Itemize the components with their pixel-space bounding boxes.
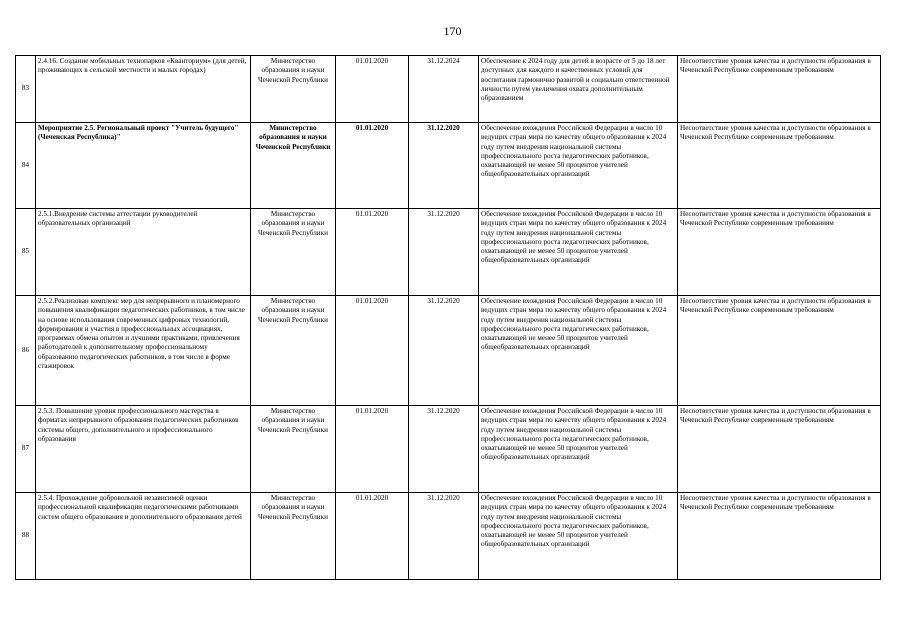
- table-row: [16, 406, 881, 493]
- start-date: 01.01.2020: [336, 56, 409, 123]
- risk-description: Несоответствие уровня качества и доступности образования в Чеченской Республике современным требованиям: [678, 209, 881, 296]
- expected-result: Обеспечение вхождения Российской Федерации в число 10 ведущих стран мира по качеству общего образования к 2024 году путем внедрения национальной системы профессионального роста педагогических работников, охватывающей не менее 50 процентов учителей общеобразовательных организаций: [479, 123, 678, 209]
- table-row: [16, 493, 881, 580]
- page-number: 170: [443, 24, 462, 38]
- expected-result: Обеспечение к 2024 году для детей в возрасте от 5 до 18 лет доступных для каждого и качественных условий для воспитания гармонично развитой и социально ответственной личности путем увеличения охвата дополнительным образованием: [479, 56, 678, 123]
- row-number: 84: [16, 123, 36, 209]
- activity-name: 2.5.1.Внедрение системы аттестации руководителей образовательных организаций: [36, 209, 251, 296]
- risk-description: Несоответствие уровня качества и доступности образования в Чеченской Республике современным требованиям: [678, 56, 881, 123]
- end-date: 31.12.2020: [409, 123, 479, 209]
- executor: Министерство образования и науки Чеченской Республики: [251, 123, 336, 209]
- expected-result: Обеспечение вхождения Российской Федерации в число 10 ведущих стран мира по качеству общего образования к 2024 году путем внедрения национальной системы профессионального роста педагогических работников, охватывающей не менее 50 процентов учителей общеобразовательных организаций: [479, 209, 678, 296]
- activity-name: Мероприятие 2.5. Региональный проект "Учитель будущего" (Чеченская Республика)": [36, 123, 251, 209]
- row-number: 83: [16, 56, 36, 123]
- end-date: 31.12.2020: [409, 406, 479, 493]
- activity-name: 2.5.4. Прохождение добровольной независимой оценки профессиональной квалификации педагогическими работниками систем общего образования и дополнительного образования детей: [36, 493, 251, 580]
- row-number: 86: [16, 296, 36, 406]
- activity-name: 2.5.2.Реализован комплекс мер для непрерывного и планомерного повышения квалификации педагогических работников, в том числе на основе использования современных цифровых технологий, формирования и участия в профессиональных ассоциациях, программах обмена опытом и лучшими практиками, привлечения работодателей к дополнительному профессиональному образованию педагогических работников, в том числе в форме стажировок: [36, 296, 251, 406]
- expected-result: Обеспечение вхождения Российской Федерации в число 10 ведущих стран мира по качеству общего образования к 2024 году путем внедрения национальной системы профессионального роста педагогических работников, охватывающей не менее 50 процентов учителей общеобразовательных организаций: [479, 406, 678, 493]
- risk-description: Несоответствие уровня качества и доступности образования в Чеченской Республике современным требованиям: [678, 296, 881, 406]
- table-row: [16, 56, 881, 123]
- executor: Министерство образования и науки Чеченской Республики: [251, 406, 336, 493]
- start-date: 01.01.2020: [336, 209, 409, 296]
- start-date: 01.01.2020: [336, 493, 409, 580]
- end-date: 31.12.2020: [409, 493, 479, 580]
- row-number: 85: [16, 209, 36, 296]
- row-number: 88: [16, 493, 36, 580]
- start-date: 01.01.2020: [336, 123, 409, 209]
- expected-result: Обеспечение вхождения Российской Федерации в число 10 ведущих стран мира по качеству общего образования к 2024 году путем внедрения национальной системы профессионального роста педагогических работников, охватывающей не менее 50 процентов учителей общеобразовательных организаций: [479, 493, 678, 580]
- end-date: 31.12.2024: [409, 56, 479, 123]
- executor: Министерство образования и науки Чеченской Республики: [251, 493, 336, 580]
- activity-name: 2.4.16. Создание мобильных технопарков «Кванториум» (для детей, проживающих в сельской местности и малых городах): [36, 56, 251, 123]
- activity-name: 2.5.3. Повышение уровня профессионального мастерства в форматах непрерывного образования педагогических работников системы общего, дополнительного и профессионального образования: [36, 406, 251, 493]
- end-date: 31.12.2020: [409, 296, 479, 406]
- table-row: [16, 296, 881, 406]
- risk-description: Несоответствие уровня качества и доступности образования в Чеченской Республике современным требованиям: [678, 123, 881, 209]
- executor: Министерство образования и науки Чеченской Республики: [251, 56, 336, 123]
- table-row: [16, 123, 881, 209]
- expected-result: Обеспечение вхождения Российской Федерации в число 10 ведущих стран мира по качеству общего образования к 2024 году путем внедрения национальной системы профессионального роста педагогических работников, охватывающей не менее 50 процентов учителей общеобразовательных организаций: [479, 296, 678, 406]
- table-row: [16, 209, 881, 296]
- risk-description: Несоответствие уровня качества и доступности образования в Чеченской Республике современным требованиям: [678, 493, 881, 580]
- start-date: 01.01.2020: [336, 406, 409, 493]
- row-number: 87: [16, 406, 36, 493]
- end-date: 31.12.2020: [409, 209, 479, 296]
- executor: Министерство образования и науки Чеченской Республики: [251, 296, 336, 406]
- start-date: 01.01.2020: [336, 296, 409, 406]
- executor: Министерство образования и науки Чеченской Республики: [251, 209, 336, 296]
- risk-description: Несоответствие уровня качества и доступности образования в Чеченской Республике современным требованиям: [678, 406, 881, 493]
- activities-table: [15, 55, 881, 580]
